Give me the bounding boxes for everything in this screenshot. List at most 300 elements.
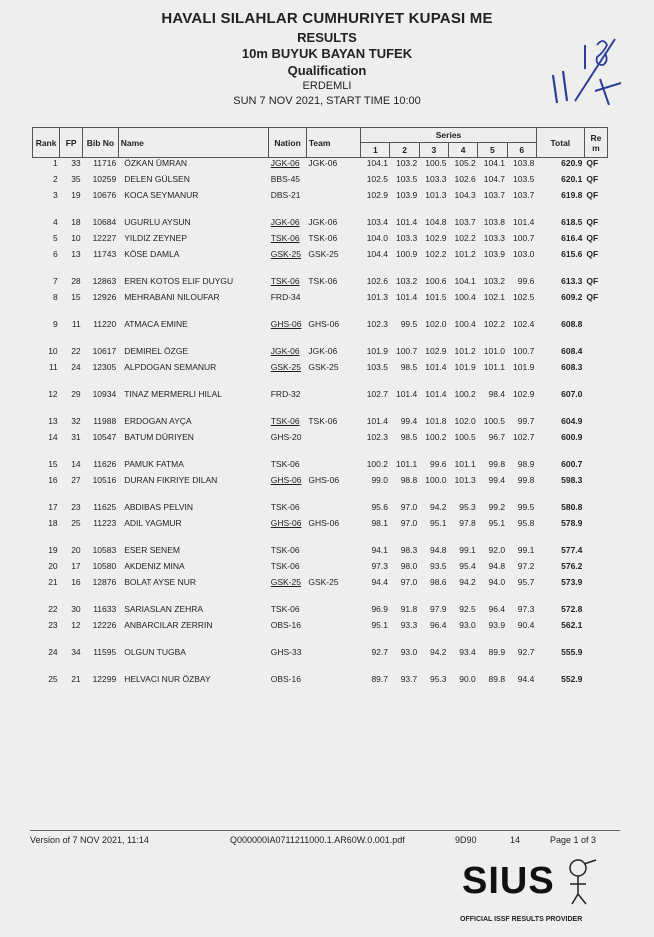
series-6-cell: 102.5 [513, 291, 535, 302]
bib-cell: 11743 [93, 248, 117, 259]
remark-cell: QF [586, 232, 599, 243]
fp-cell: 30 [71, 603, 81, 614]
series-6-cell: 95.7 [517, 576, 535, 587]
table-row [33, 561, 608, 577]
series-3-cell: 101.5 [425, 291, 447, 302]
team-cell: GSK-25 [308, 248, 339, 259]
rank-cell: 3 [52, 189, 58, 200]
remark-cell [584, 561, 607, 577]
remark-cell: QF [586, 291, 599, 302]
table-row [33, 346, 608, 362]
series-2-cell: 98.5 [400, 431, 418, 442]
bib-cell: 10934 [92, 388, 117, 399]
table-row [33, 190, 608, 217]
series-1-cell: 103.4 [366, 216, 388, 227]
fp-cell: 34 [71, 646, 81, 657]
results-table [32, 127, 608, 701]
fp-cell: 10 [71, 232, 81, 243]
series-2-cell: 93.0 [400, 646, 418, 657]
name-cell: DURAN FIKRIYE DILAN [124, 474, 218, 485]
name-cell: ATMACA EMINE [124, 318, 188, 329]
team-cell [306, 190, 360, 217]
series-4-cell: 94.2 [459, 576, 476, 587]
fp-cell: 24 [71, 361, 81, 372]
table-row [33, 276, 608, 292]
fp-cell: 19 [71, 189, 81, 200]
series-1-cell: 94.4 [371, 576, 388, 587]
sius-tagline: OFFICIAL ISSF RESULTS PROVIDER [460, 916, 583, 923]
series-4-cell: 95.3 [459, 501, 476, 512]
series-2-cell: 98.5 [400, 361, 418, 372]
name-cell: ERDOGAN AYÇA [124, 415, 192, 426]
series-3-cell: 102.9 [425, 345, 447, 356]
table-row [33, 362, 608, 389]
footer [30, 830, 620, 845]
fp-cell: 12 [71, 619, 81, 630]
total-cell: 562.1 [561, 619, 583, 630]
series-4-cell: 97.8 [459, 517, 476, 528]
series-5-cell: 96.7 [488, 431, 506, 442]
series-6-cell: 103.0 [513, 248, 535, 259]
series-5-cell: 100.5 [483, 415, 506, 426]
name-cell: KÖSE DAMLA [124, 248, 180, 259]
series-1-cell: 102.5 [366, 173, 388, 184]
series-6-cell: 101.4 [513, 216, 535, 227]
table-row [33, 416, 608, 432]
series-2-cell: 98.3 [400, 544, 418, 555]
series-2-cell: 99.5 [400, 318, 418, 329]
rank-cell: 8 [52, 291, 58, 302]
footer-num: 14 [510, 835, 521, 845]
bib-cell: 11595 [93, 646, 117, 657]
series-1-cell: 102.3 [366, 431, 388, 442]
col-bib: Bib No [83, 128, 119, 158]
venue: ERDEMLI [302, 80, 352, 92]
team-cell [306, 292, 360, 319]
nation-cell: DBS-21 [270, 189, 301, 200]
total-cell: 573.9 [561, 576, 583, 587]
bib-cell: 12926 [92, 291, 117, 302]
series-6-cell: 100.7 [513, 232, 535, 243]
series-5-cell: 99.8 [488, 458, 506, 469]
series-5-cell: 103.9 [483, 248, 506, 259]
series-6-cell: 102.7 [513, 431, 535, 442]
series-1-cell: 102.9 [366, 189, 388, 200]
nation-cell: GHS-06 [270, 517, 302, 528]
team-cell: JGK-06 [308, 158, 338, 168]
series-6-cell: 90.4 [517, 619, 535, 630]
col-s4: 4 [449, 143, 478, 158]
rank-cell: 16 [48, 474, 58, 485]
series-1-cell: 104.4 [366, 248, 388, 259]
series-3-cell: 96.4 [429, 619, 447, 630]
table-row [33, 174, 608, 190]
series-3-cell: 99.6 [429, 458, 447, 469]
nation-cell: GSK-25 [270, 248, 301, 259]
series-1-cell: 99.0 [371, 474, 388, 485]
results-body [33, 158, 608, 701]
series-2-cell: 97.0 [400, 576, 418, 587]
total-cell: 613.3 [561, 275, 583, 286]
series-5-cell: 92.0 [488, 544, 506, 555]
table-row [33, 502, 608, 518]
col-name: Name [118, 128, 269, 158]
rank-cell: 12 [48, 388, 58, 399]
remark-cell [584, 620, 607, 647]
series-1-cell: 100.2 [366, 458, 388, 469]
fp-cell: 33 [71, 158, 81, 168]
remark-cell [584, 502, 607, 518]
col-nation: Nation [269, 128, 307, 158]
series-5-cell: 103.8 [483, 216, 506, 227]
series-3-cell: 103.3 [425, 173, 447, 184]
series-2-cell: 101.4 [395, 388, 418, 399]
series-3-cell: 104.8 [425, 216, 447, 227]
remark-cell: QF [586, 248, 599, 259]
remark-cell [584, 518, 607, 545]
series-4-cell: 90.0 [459, 673, 476, 684]
series-2-cell: 103.3 [395, 232, 418, 243]
nation-cell: JGK-06 [270, 158, 300, 168]
footer-code: 9D90 [455, 835, 477, 845]
series-2-cell: 103.2 [395, 275, 418, 286]
nation-cell: OBS-16 [270, 619, 301, 630]
series-6-cell: 99.8 [517, 474, 535, 485]
fp-cell: 21 [71, 673, 81, 684]
series-5-cell: 101.0 [483, 345, 506, 356]
series-5-cell: 103.2 [483, 275, 506, 286]
series-6-cell: 103.7 [513, 189, 535, 200]
rank-cell: 15 [48, 458, 58, 469]
series-6-cell: 100.7 [513, 345, 535, 356]
total-cell: 580.8 [561, 501, 583, 512]
table-row [33, 233, 608, 249]
total-cell: 620.9 [561, 158, 583, 168]
table-row [33, 158, 608, 174]
fp-cell: 15 [71, 291, 81, 302]
table-row [33, 389, 608, 416]
name-cell: HELVACI NUR ÖZBAY [124, 673, 211, 684]
bib-cell: 10583 [92, 544, 117, 555]
series-5-cell: 89.9 [488, 646, 506, 657]
col-s6: 6 [507, 143, 536, 158]
rank-cell: 2 [52, 173, 58, 184]
team-cell: TSK-06 [308, 232, 338, 243]
series-6-cell: 103.5 [513, 173, 535, 184]
nation-cell: TSK-06 [270, 603, 300, 614]
total-cell: 619.8 [561, 189, 583, 200]
rank-cell: 24 [48, 646, 58, 657]
series-1-cell: 103.5 [366, 361, 388, 372]
col-total: Total [536, 128, 584, 158]
series-2-cell: 99.4 [400, 415, 418, 426]
series-5-cell: 104.1 [483, 158, 506, 168]
total-cell: 608.3 [561, 361, 583, 372]
sius-logo: SIUS [462, 860, 555, 902]
series-4-cell: 104.3 [454, 189, 476, 200]
rank-cell: 11 [48, 361, 58, 372]
fp-cell: 18 [71, 216, 81, 227]
series-3-cell: 93.5 [429, 560, 447, 571]
series-3-cell: 97.9 [429, 603, 447, 614]
series-4-cell: 101.1 [454, 458, 476, 469]
nation-cell: TSK-06 [270, 275, 300, 286]
table-row [33, 475, 608, 502]
series-1-cell: 102.6 [366, 275, 388, 286]
series-4-cell: 104.1 [454, 275, 476, 286]
table-row [33, 577, 608, 604]
team-cell [306, 545, 360, 561]
series-1-cell: 95.6 [371, 501, 388, 512]
series-2-cell: 101.4 [395, 216, 418, 227]
nation-cell: TSK-06 [270, 232, 300, 243]
table-row [33, 518, 608, 545]
series-1-cell: 94.1 [371, 544, 388, 555]
remark-cell [584, 346, 607, 362]
nation-cell: GHS-33 [270, 646, 302, 657]
bib-cell: 10684 [92, 216, 117, 227]
nation-cell: TSK-06 [270, 458, 300, 469]
rank-cell: 5 [52, 232, 58, 243]
name-cell: YILDIZ ZEYNEP [124, 232, 188, 243]
total-cell: 600.9 [561, 431, 583, 442]
name-cell: MEHRABANI NILOUFAR [124, 291, 220, 302]
name-cell: TINAZ MERMERLI HILAL [124, 388, 222, 399]
series-5-cell: 89.8 [488, 673, 506, 684]
table-row [33, 432, 608, 459]
total-cell: 598.3 [561, 474, 583, 485]
series-5-cell: 103.3 [483, 232, 506, 243]
series-2-cell: 97.0 [400, 501, 418, 512]
nation-cell: GHS-06 [270, 474, 302, 485]
series-5-cell: 96.4 [488, 603, 506, 614]
series-1-cell: 95.1 [371, 619, 388, 630]
series-3-cell: 95.1 [429, 517, 447, 528]
series-6-cell: 99.5 [517, 501, 535, 512]
team-cell [306, 620, 360, 647]
series-4-cell: 100.5 [454, 431, 476, 442]
remark-cell [584, 459, 607, 475]
series-1-cell: 101.4 [366, 415, 388, 426]
table-row [33, 620, 608, 647]
team-cell: GHS-06 [308, 517, 340, 528]
series-3-cell: 100.0 [425, 474, 447, 485]
rank-cell: 23 [48, 619, 58, 630]
series-3-cell: 102.0 [425, 318, 447, 329]
date-time: SUN 7 NOV 2021, START TIME 10:00 [233, 95, 421, 107]
bib-cell: 10580 [92, 560, 117, 571]
nation-cell: FRD-32 [270, 388, 301, 399]
bib-cell: 12299 [92, 673, 117, 684]
total-cell: 608.4 [561, 345, 583, 356]
series-5-cell: 102.2 [483, 318, 506, 329]
series-2-cell: 101.1 [395, 458, 418, 469]
fp-cell: 17 [71, 560, 81, 571]
total-cell: 576.2 [561, 560, 583, 571]
name-cell: ÖZKAN ÜMRAN [124, 158, 188, 168]
footer-version: Version of 7 NOV 2021, 11:14 [30, 835, 149, 845]
series-4-cell: 101.3 [454, 474, 476, 485]
series-4-cell: 100.4 [454, 291, 476, 302]
remark-cell: QF [586, 216, 599, 227]
name-cell: DELEN GÜLSEN [124, 173, 190, 184]
total-cell: 604.9 [561, 415, 583, 426]
total-cell: 608.8 [561, 318, 583, 329]
nation-cell: GHS-20 [270, 431, 302, 442]
series-1-cell: 92.7 [371, 646, 388, 657]
series-4-cell: 93.4 [459, 646, 476, 657]
fp-cell: 13 [71, 248, 81, 259]
series-6-cell: 95.8 [517, 517, 535, 528]
remark-cell [584, 362, 607, 389]
series-4-cell: 101.2 [454, 248, 476, 259]
team-cell: GHS-06 [308, 318, 340, 329]
team-cell: GHS-06 [308, 474, 340, 485]
rank-cell: 20 [48, 560, 58, 571]
table-row [33, 249, 608, 276]
rank-cell: 21 [48, 576, 58, 587]
team-cell [306, 459, 360, 475]
col-rank: Rank [33, 128, 60, 158]
series-5-cell: 93.9 [488, 619, 506, 630]
bib-cell: 12876 [92, 576, 117, 587]
rank-cell: 1 [52, 158, 58, 168]
bib-cell: 10676 [92, 189, 117, 200]
name-cell: ANBARCILAR ZERRIN [124, 619, 213, 630]
series-3-cell: 100.2 [425, 431, 447, 442]
fp-cell: 11 [71, 318, 81, 329]
bib-cell: 11716 [93, 158, 117, 168]
series-3-cell: 100.6 [425, 275, 447, 286]
series-5-cell: 99.2 [488, 501, 506, 512]
series-3-cell: 98.6 [429, 576, 447, 587]
col-s2: 2 [390, 143, 419, 158]
table-row [33, 545, 608, 561]
series-5-cell: 95.1 [488, 517, 506, 528]
bib-cell: 11626 [93, 458, 117, 469]
nation-cell: GSK-25 [270, 576, 301, 587]
name-cell: ADIL YAGMUR [124, 517, 182, 528]
series-2-cell: 100.9 [395, 248, 418, 259]
total-cell: 616.4 [561, 232, 583, 243]
remark-cell [584, 604, 607, 620]
name-cell: ESER SENEM [124, 544, 180, 555]
team-cell: JGK-06 [308, 345, 338, 356]
series-3-cell: 101.3 [425, 189, 447, 200]
remark-cell [584, 475, 607, 502]
nation-cell: OBS-16 [270, 673, 301, 684]
nation-cell: GHS-06 [270, 318, 302, 329]
series-2-cell: 101.4 [395, 291, 418, 302]
col-team: Team [306, 128, 360, 158]
rank-cell: 7 [52, 275, 58, 286]
series-3-cell: 95.3 [429, 673, 447, 684]
series-1-cell: 96.9 [371, 603, 388, 614]
total-cell: 615.6 [561, 248, 583, 259]
series-6-cell: 92.7 [517, 646, 535, 657]
fp-cell: 20 [71, 544, 81, 555]
name-cell: BOLAT AYSE NUR [124, 576, 197, 587]
series-6-cell: 99.7 [517, 415, 535, 426]
series-1-cell: 104.0 [366, 232, 388, 243]
name-cell: UGURLU AYSUN [124, 216, 191, 227]
series-4-cell: 102.0 [454, 415, 476, 426]
series-1-cell: 104.1 [366, 158, 388, 168]
series-3-cell: 102.9 [425, 232, 447, 243]
fp-cell: 23 [71, 501, 81, 512]
fp-cell: 31 [71, 431, 81, 442]
series-3-cell: 101.4 [425, 361, 447, 372]
event-name: 10m BUYUK BAYAN TUFEK [241, 46, 413, 61]
series-4-cell: 102.6 [454, 173, 476, 184]
series-2-cell: 93.3 [400, 619, 418, 630]
series-2-cell: 91.8 [400, 603, 418, 614]
series-1-cell: 98.1 [371, 517, 388, 528]
total-cell: 578.9 [561, 517, 583, 528]
rank-cell: 9 [52, 318, 58, 329]
team-cell [306, 674, 360, 701]
nation-cell: GSK-25 [270, 361, 301, 372]
total-cell: 572.8 [561, 603, 583, 614]
series-5-cell: 104.7 [483, 173, 506, 184]
competition-title: HAVALI SILAHLAR CUMHURIYET KUPASI ME [161, 10, 493, 27]
rank-cell: 14 [48, 431, 58, 442]
fp-cell: 16 [71, 576, 81, 587]
remark-cell [584, 319, 607, 346]
bib-cell: 12227 [92, 232, 117, 243]
series-2-cell: 100.7 [395, 345, 418, 356]
rank-cell: 10 [48, 345, 58, 356]
total-cell: 609.2 [561, 291, 583, 302]
nation-cell: JGK-06 [270, 216, 300, 227]
series-6-cell: 97.2 [517, 560, 535, 571]
bib-cell: 10547 [92, 431, 117, 442]
series-4-cell: 92.5 [459, 603, 476, 614]
name-cell: DEMIREL ÖZGE [124, 345, 189, 356]
series-6-cell: 101.9 [513, 361, 535, 372]
series-2-cell: 103.9 [395, 189, 418, 200]
col-rem: Re m [584, 128, 607, 158]
name-cell: PAMUK FATMA [124, 458, 184, 469]
series-4-cell: 99.1 [459, 544, 476, 555]
remark-cell [584, 416, 607, 432]
col-s3: 3 [419, 143, 448, 158]
remark-cell: QF [586, 173, 599, 184]
fp-cell: 32 [71, 415, 81, 426]
total-cell: 607.0 [561, 388, 583, 399]
series-4-cell: 103.7 [454, 216, 476, 227]
series-2-cell: 98.8 [400, 474, 418, 485]
series-6-cell: 94.4 [517, 673, 535, 684]
nation-cell: TSK-06 [270, 544, 300, 555]
team-cell [306, 561, 360, 577]
remark-cell: QF [586, 158, 599, 168]
series-4-cell: 102.2 [454, 232, 476, 243]
series-1-cell: 89.7 [371, 673, 388, 684]
series-4-cell: 100.2 [454, 388, 476, 399]
name-cell: ALPDOGAN SEMANUR [124, 361, 217, 372]
rank-cell: 6 [52, 248, 58, 259]
series-6-cell: 102.4 [513, 318, 535, 329]
remark-cell: QF [586, 275, 599, 286]
series-4-cell: 101.2 [454, 345, 476, 356]
series-5-cell: 103.7 [483, 189, 506, 200]
team-cell [306, 502, 360, 518]
total-cell: 618.5 [561, 216, 583, 227]
nation-cell: BBS-45 [270, 173, 301, 184]
footer-page: Page 1 of 3 [550, 835, 597, 845]
mascot-icon [560, 856, 600, 906]
